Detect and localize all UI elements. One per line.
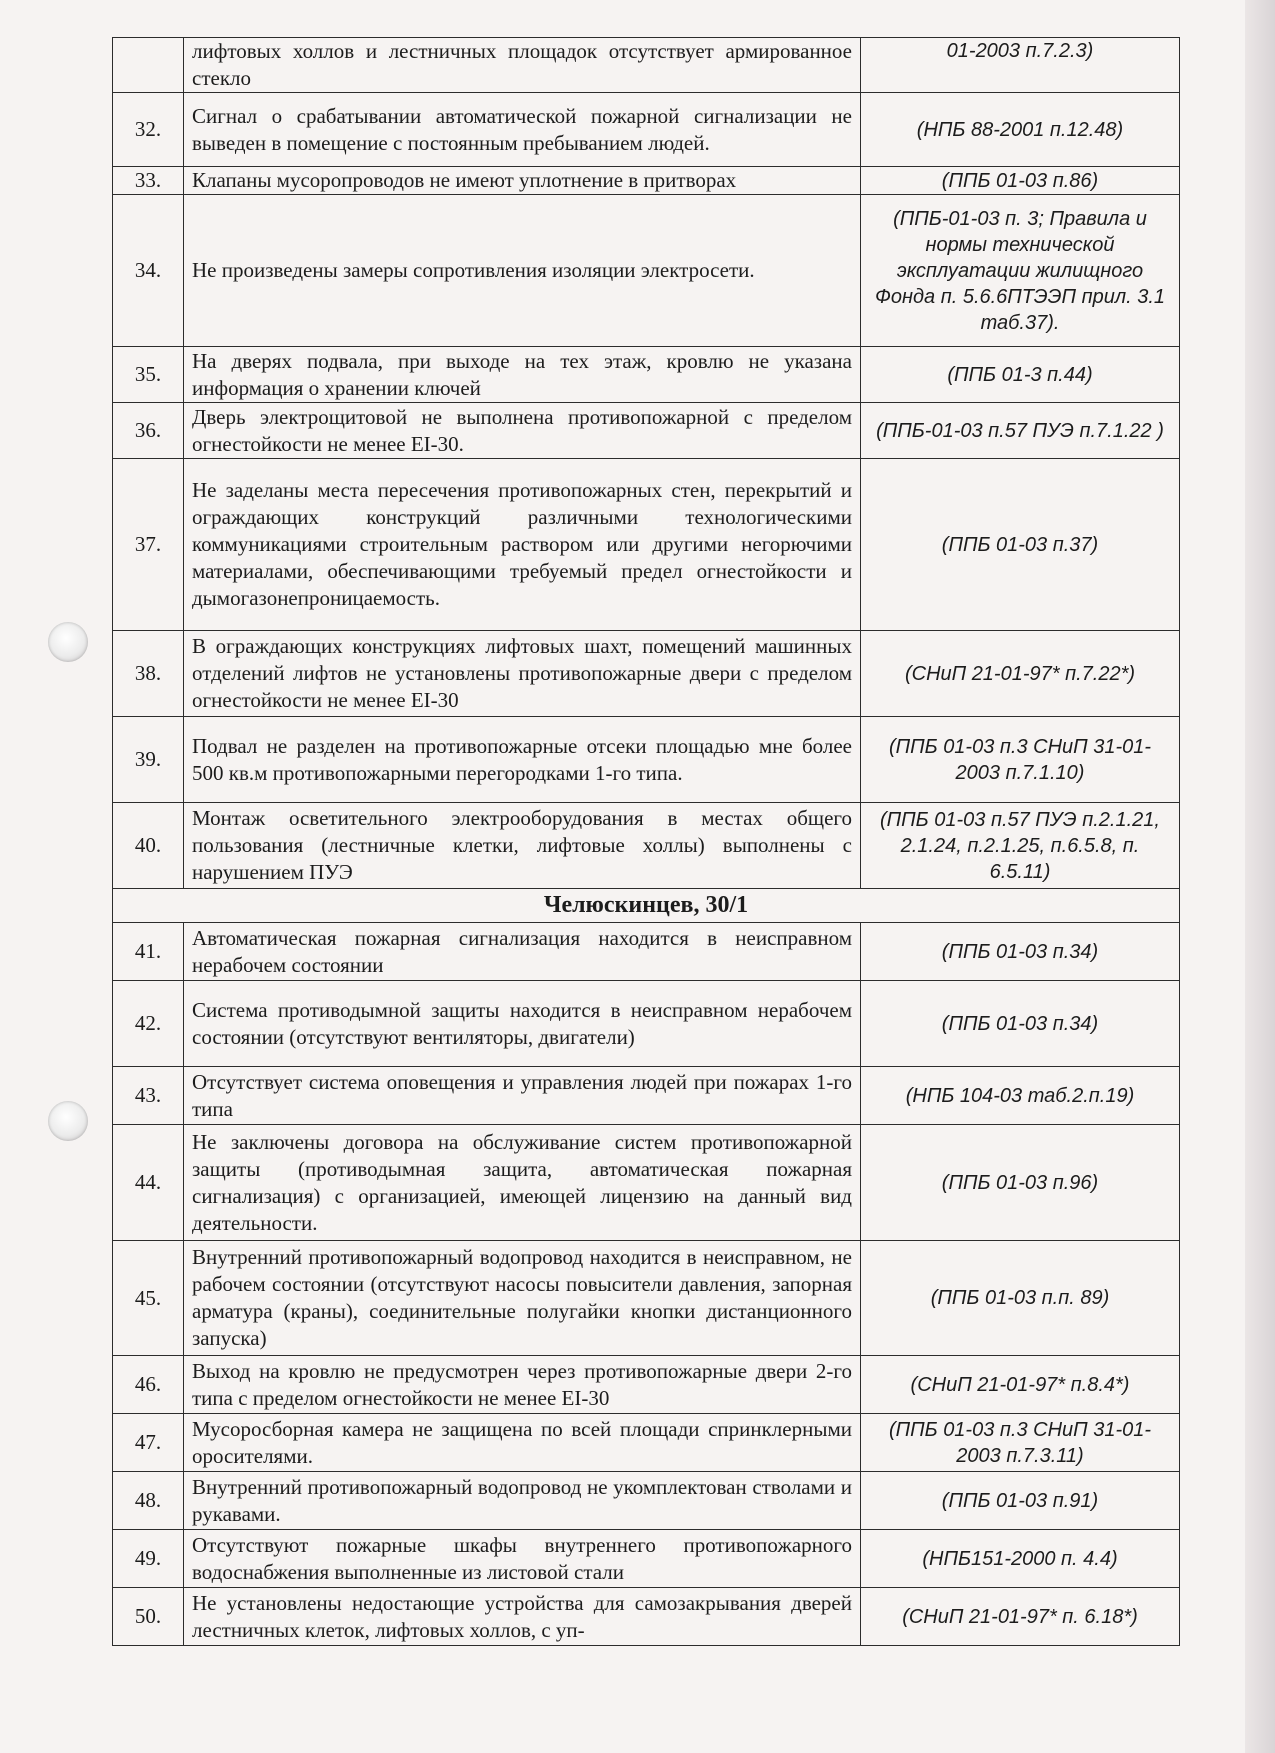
violation-description: Система противодымной защиты находится в неисправном нерабочем состоянии (отсутствуют вентиляторы, двигатели) <box>184 981 861 1067</box>
row-number: 48. <box>113 1472 184 1530</box>
violation-description: Внутренний противопожарный водопровод не укомплектован стволами и рукавами. <box>184 1472 861 1530</box>
table-row <box>113 38 1180 93</box>
row-number: 42. <box>113 981 184 1067</box>
regulation-reference: (ППБ 01-03 п.п. 89) <box>861 1241 1180 1356</box>
violation-description: На дверях подвала, при выходе на тех этаж, кровлю не указана информация о хранении ключей <box>184 347 861 403</box>
regulation-reference: (СНиП 21-01-97* п.7.22*) <box>861 631 1180 717</box>
table-row <box>113 1472 1180 1530</box>
regulation-reference: (ППБ-01-03 п. 3; Правила и нормы технической эксплуатации жилищного Фонда п. 5.6.6ПТЭЭП прил. 3.1 таб.37). <box>861 195 1180 347</box>
table-row <box>113 1067 1180 1125</box>
violation-description: Клапаны мусоропроводов не имеют уплотнение в притворах <box>184 167 861 195</box>
table-row <box>113 717 1180 803</box>
regulation-reference: (СНиП 21-01-97* п.8.4*) <box>861 1356 1180 1414</box>
regulation-reference: (ППБ 01-03 п.34) <box>861 923 1180 981</box>
regulation-reference: (ППБ 01-03 п.3 СНиП 31-01-2003 п.7.1.10) <box>861 717 1180 803</box>
table-row <box>113 1588 1180 1646</box>
violation-description: Внутренний противопожарный водопровод находится в неисправном, не рабочем состоянии (отсутствуют насосы повысители давления, запорная арматура (краны), соединительные полугайки кнопки дистанционного запуска) <box>184 1241 861 1356</box>
section-header-row <box>113 889 1180 923</box>
row-number: 38. <box>113 631 184 717</box>
row-number: 41. <box>113 923 184 981</box>
regulation-reference: (СНиП 21-01-97* п. 6.18*) <box>861 1588 1180 1646</box>
punch-hole <box>48 622 88 662</box>
violation-description: Выход на кровлю не предусмотрен через противопожарные двери 2-го типа с пределом огнестойкости не менее EI-30 <box>184 1356 861 1414</box>
regulation-reference: (НПБ 104-03 таб.2.п.19) <box>861 1067 1180 1125</box>
row-number: 35. <box>113 347 184 403</box>
table-row <box>113 1356 1180 1414</box>
regulation-reference: (ППБ 01-03 п.3 СНиП 31-01-2003 п.7.3.11) <box>861 1414 1180 1472</box>
table-row <box>113 923 1180 981</box>
row-number: 32. <box>113 93 184 167</box>
table-row <box>113 803 1180 889</box>
table-row <box>113 195 1180 347</box>
table-row <box>113 347 1180 403</box>
violation-description: В ограждающих конструкциях лифтовых шахт, помещений машинных отделений лифтов не установлены противопожарные двери с пределом огнестойкости не менее EI-30 <box>184 631 861 717</box>
violation-description: Мусоросборная камера не защищена по всей площади спринклерными оросителями. <box>184 1414 861 1472</box>
violation-description: Отсутствуют пожарные шкафы внутреннего противопожарного водоснабжения выполненные из листовой стали <box>184 1530 861 1588</box>
table-row <box>113 403 1180 459</box>
row-number: 33. <box>113 167 184 195</box>
violation-description: Подвал не разделен на противопожарные отсеки площадью мне более 500 кв.м противопожарными перегородками 1-го типа. <box>184 717 861 803</box>
row-number: 40. <box>113 803 184 889</box>
section-title: Челюскинцев, 30/1 <box>113 889 1180 923</box>
violation-description: Монтаж осветительного электрооборудования в местах общего пользования (лестничные клетки, лифтовые холлы) выполнены с нарушением ПУЭ <box>184 803 861 889</box>
table-row <box>113 1241 1180 1356</box>
row-number: 39. <box>113 717 184 803</box>
regulation-reference: (ППБ 01-03 п.57 ПУЭ п.2.1.21, 2.1.24, п.2.1.25, п.6.5.8, п. 6.5.11) <box>861 803 1180 889</box>
violation-description: Отсутствует система оповещения и управления людей при пожарах 1-го типа <box>184 1067 861 1125</box>
regulation-reference: (НПБ151-2000 п. 4.4) <box>861 1530 1180 1588</box>
regulation-reference: (ППБ 01-03 п.37) <box>861 459 1180 631</box>
row-number <box>113 38 184 93</box>
regulation-reference: (ППБ 01-03 п.96) <box>861 1125 1180 1241</box>
regulation-reference: (НПБ 88-2001 п.12.48) <box>861 93 1180 167</box>
table-row <box>113 459 1180 631</box>
row-number: 47. <box>113 1414 184 1472</box>
table-row <box>113 981 1180 1067</box>
violation-description: Сигнал о срабатывании автоматической пожарной сигнализации не выведен в помещение с постоянным пребыванием людей. <box>184 93 861 167</box>
violation-description: Не заделаны места пересечения противопожарных стен, перекрытий и ограждающих конструкций различными технологическими коммуникациями строительным раствором или другими негорючими материалами, обеспечивающими требуемый предел огнестойкости и дымогазонепроницаемость. <box>184 459 861 631</box>
row-number: 43. <box>113 1067 184 1125</box>
regulation-reference: (ППБ 01-03 п.34) <box>861 981 1180 1067</box>
table-row <box>113 631 1180 717</box>
row-number: 34. <box>113 195 184 347</box>
violation-description: Не установлены недостающие устройства для самозакрывания дверей лестничных клеток, лифтовых холлов, с уп- <box>184 1588 861 1646</box>
violation-description: лифтовых холлов и лестничных площадок отсутствует армированное стекло <box>184 38 861 93</box>
table-row <box>113 93 1180 167</box>
punch-hole <box>48 1101 88 1141</box>
table-row <box>113 1530 1180 1588</box>
row-number: 37. <box>113 459 184 631</box>
table-row <box>113 1125 1180 1241</box>
row-number: 45. <box>113 1241 184 1356</box>
violations-table <box>112 37 1180 1646</box>
row-number: 49. <box>113 1530 184 1588</box>
violation-description: Автоматическая пожарная сигнализация находится в неисправном нерабочем состоянии <box>184 923 861 981</box>
row-number: 46. <box>113 1356 184 1414</box>
regulation-reference: (ППБ 01-03 п.86) <box>861 167 1180 195</box>
row-number: 44. <box>113 1125 184 1241</box>
regulation-reference: 01-2003 п.7.2.3) <box>861 38 1180 93</box>
table-row <box>113 1414 1180 1472</box>
regulation-reference: (ППБ 01-03 п.91) <box>861 1472 1180 1530</box>
row-number: 36. <box>113 403 184 459</box>
regulation-reference: (ППБ-01-03 п.57 ПУЭ п.7.1.22 ) <box>861 403 1180 459</box>
regulation-reference: (ППБ 01-3 п.44) <box>861 347 1180 403</box>
row-number: 50. <box>113 1588 184 1646</box>
violation-description: Не произведены замеры сопротивления изоляции электросети. <box>184 195 861 347</box>
page-edge <box>1245 0 1275 1753</box>
violation-description: Дверь электрощитовой не выполнена противопожарной с пределом огнестойкости не менее EI-30. <box>184 403 861 459</box>
table-row <box>113 167 1180 195</box>
violation-description: Не заключены договора на обслуживание систем противопожарной защиты (противодымная защита, автоматическая пожарная сигнализация) с организацией, имеющей лицензию на данный вид деятельности. <box>184 1125 861 1241</box>
